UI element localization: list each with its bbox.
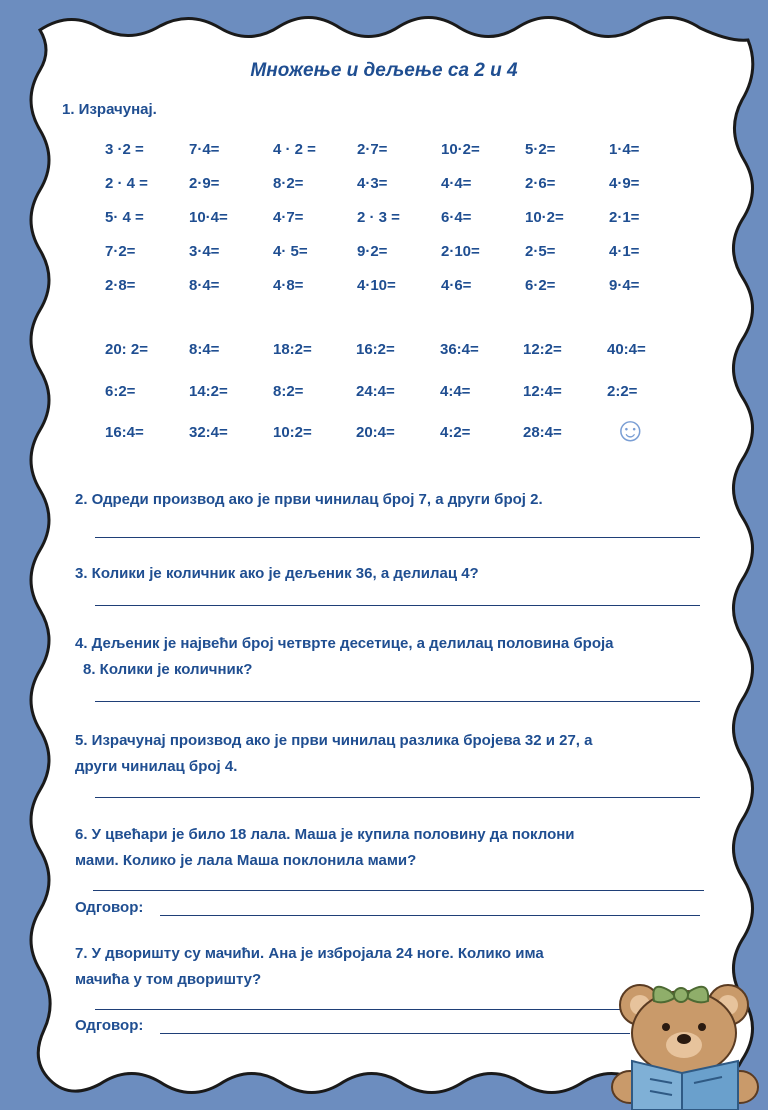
exercise: 2:2= xyxy=(607,383,638,400)
exercise: 16:4= xyxy=(105,424,144,441)
question-text: 6. У цвећари је било 18 лала. Маша је купила половину да поклони xyxy=(75,826,575,843)
answer-label: Одговор: xyxy=(75,899,144,916)
exercise: 4· 5= xyxy=(273,243,308,260)
exercise: 10:2= xyxy=(273,424,312,441)
question-text: 7. У дворишту су мачићи. Ана је избројала 24 ноге. Колико има xyxy=(75,945,544,962)
exercise: 12:2= xyxy=(523,341,562,358)
exercise: 14:2= xyxy=(189,383,228,400)
exercise: 10·4= xyxy=(189,209,228,226)
question-text: мами. Колико је лала Маша поклонила мами? xyxy=(75,852,417,869)
question-2 xyxy=(75,487,715,513)
exercise: 2·9= xyxy=(189,175,220,192)
exercise: 9·2= xyxy=(357,243,388,260)
answer-label: Одговор: xyxy=(75,1017,144,1034)
exercise: 7·2= xyxy=(105,243,136,260)
question-text: 5. Израчунај производ ако је први чинилац разлика бројева 32 и 27, а xyxy=(75,732,593,749)
question-4 xyxy=(75,631,715,683)
exercise: 40:4= xyxy=(607,341,646,358)
question-text: 4. Дељеник је највећи број четврте десетице, а делилац половина броја xyxy=(75,635,614,652)
exercise: 2·7= xyxy=(357,141,388,158)
exercise: 2 · 3 = xyxy=(357,209,400,226)
exercise: 2·1= xyxy=(609,209,640,226)
exercise: 8:2= xyxy=(273,383,304,400)
exercise: 32:4= xyxy=(189,424,228,441)
exercise: 1·4= xyxy=(609,141,640,158)
exercise: 6·2= xyxy=(525,277,556,294)
answer-line[interactable] xyxy=(95,1009,635,1010)
exercise: 4:4= xyxy=(440,383,471,400)
exercise: 8·2= xyxy=(273,175,304,192)
exercise: 4·3= xyxy=(357,175,388,192)
exercise: 6:2= xyxy=(105,383,136,400)
question-text: мачића у том дворишту? xyxy=(75,971,262,988)
exercise: 20: 2= xyxy=(105,341,148,358)
exercise: 12:4= xyxy=(523,383,562,400)
answer-line[interactable] xyxy=(95,797,700,798)
exercise: 6·4= xyxy=(441,209,472,226)
exercise: 10·2= xyxy=(525,209,564,226)
question-text: други чинилац број 4. xyxy=(75,758,238,775)
exercise: 4·4= xyxy=(441,175,472,192)
page-title: Множење и дељење са 2 и 4 xyxy=(250,60,518,81)
exercise: 7·4= xyxy=(189,141,220,158)
exercise: 16:2= xyxy=(356,341,395,358)
exercise: 8·4= xyxy=(189,277,220,294)
bear-reading-book-icon xyxy=(610,975,760,1110)
exercise: 4·6= xyxy=(441,277,472,294)
answer-line[interactable] xyxy=(95,605,700,606)
question-5 xyxy=(75,728,715,780)
answer-line[interactable] xyxy=(95,701,700,702)
exercise: 36:4= xyxy=(440,341,479,358)
exercise: 9·4= xyxy=(609,277,640,294)
question-text: 3. Колики је количник ако је дељеник 36, а делилац 4? xyxy=(75,565,479,582)
task-1-heading: 1. Израчунај. xyxy=(62,101,157,118)
smiley-icon: ☺ xyxy=(613,411,648,449)
exercise: 3 ·2 = xyxy=(105,141,144,158)
exercise: 4:2= xyxy=(440,424,471,441)
exercise: 5· 4 = xyxy=(105,209,144,226)
answer-line[interactable] xyxy=(95,537,700,538)
exercise: 2·5= xyxy=(525,243,556,260)
exercise: 4·8= xyxy=(273,277,304,294)
exercise: 20:4= xyxy=(356,424,395,441)
exercise: 2·10= xyxy=(441,243,480,260)
exercise: 24:4= xyxy=(356,383,395,400)
answer-line[interactable] xyxy=(160,1033,630,1034)
exercise: 2·6= xyxy=(525,175,556,192)
question-3 xyxy=(75,561,715,587)
exercise: 28:4= xyxy=(523,424,562,441)
exercise: 18:2= xyxy=(273,341,312,358)
exercise: 8:4= xyxy=(189,341,220,358)
exercise: 10·2= xyxy=(441,141,480,158)
exercise: 5·2= xyxy=(525,141,556,158)
exercise: 4·9= xyxy=(609,175,640,192)
question-text: 2. Одреди производ ако је први чинилац број 7, а други број 2. xyxy=(75,491,543,508)
answer-line[interactable] xyxy=(93,890,704,891)
exercise: 2 · 4 = xyxy=(105,175,148,192)
question-6 xyxy=(75,822,715,874)
exercise: 3·4= xyxy=(189,243,220,260)
exercise: 4·7= xyxy=(273,209,304,226)
answer-line[interactable] xyxy=(160,915,700,916)
exercise: 4 · 2 = xyxy=(273,141,316,158)
exercise: 2·8= xyxy=(105,277,136,294)
exercise: 4·1= xyxy=(609,243,640,260)
exercise: 4·10= xyxy=(357,277,396,294)
question-text: 8. Колики је количник? xyxy=(83,661,253,678)
